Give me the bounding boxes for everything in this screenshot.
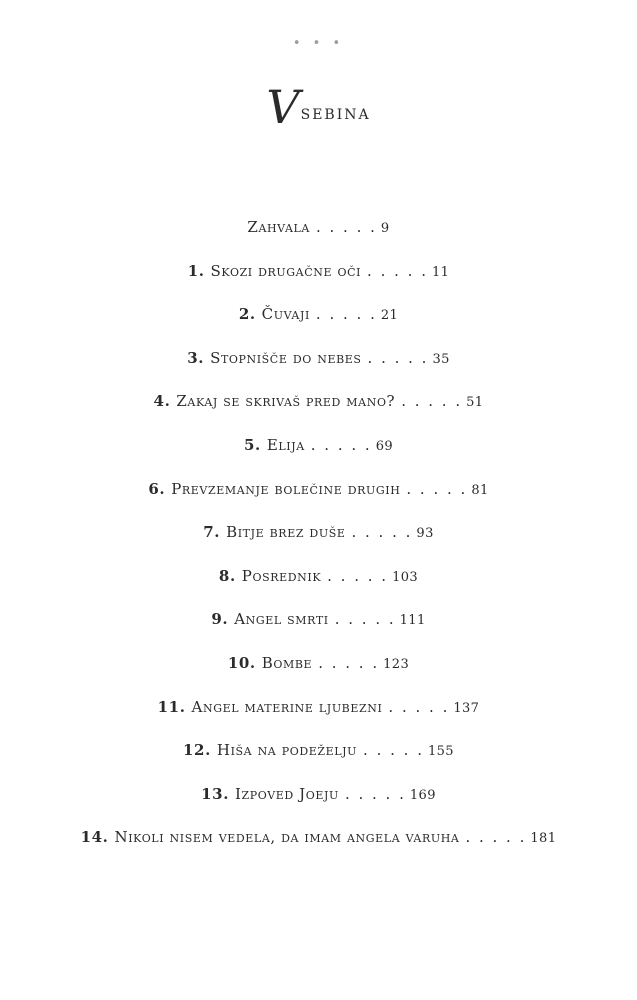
toc-entry-title: Čuvaji: [261, 305, 310, 324]
toc-entry-number: 7.: [203, 523, 221, 542]
toc-entry-leader: . . . . .: [318, 653, 380, 672]
toc-entry-number: 8.: [218, 566, 236, 585]
toc-entry-leader: . . . . .: [465, 828, 527, 847]
toc-entry-number: 3.: [187, 348, 205, 367]
toc-entry-number: 14.: [80, 828, 109, 847]
toc-entry-11[interactable]: [0, 692, 637, 736]
toc-entry-number: 6.: [148, 479, 166, 498]
toc-entry-page: 103: [392, 569, 419, 585]
toc-entry-page: 123: [383, 656, 410, 672]
toc-entry-title: Bombe: [261, 653, 313, 672]
toc-entry-7[interactable]: [0, 517, 637, 561]
toc-entry-leader: . . . . .: [388, 697, 450, 716]
title-initial: V: [266, 80, 300, 134]
toc-entry-3[interactable]: [0, 343, 637, 387]
toc-entry-page: 169: [409, 787, 436, 803]
toc-entry-page: 181: [530, 831, 557, 847]
toc-entry-leader: . . . . .: [315, 305, 377, 324]
toc-entry-title: Izpoved Joeju: [235, 784, 339, 803]
toc-entry-page: 111: [399, 613, 426, 629]
toc-entry-title: Zahvala: [247, 218, 310, 236]
toc-entry-title: Hiša na podeželju: [216, 741, 358, 760]
toc-entry-page: 81: [471, 482, 489, 498]
toc-entry-8[interactable]: [0, 561, 637, 605]
toc-entry-leader: . . . . .: [315, 218, 377, 236]
toc-entry-zahvala[interactable]: [0, 212, 637, 256]
toc-entry-page: 93: [416, 526, 434, 542]
page-title: [0, 80, 637, 134]
toc-entry-title: Angel smrti: [234, 610, 329, 629]
toc-entry-leader: . . . . .: [344, 784, 406, 803]
toc-entry-leader: . . . . .: [351, 523, 413, 542]
table-of-contents: [0, 212, 637, 866]
toc-entry-5[interactable]: [0, 430, 637, 474]
toc-entry-page: 9: [380, 221, 390, 236]
top-ornament: • • •: [292, 36, 345, 51]
toc-entry-page: 51: [466, 395, 484, 411]
toc-entry-14[interactable]: [0, 822, 637, 866]
toc-entry-leader: . . . . .: [367, 348, 429, 367]
toc-entry-title: Nikoli nisem vedela, da imam angela varuha: [114, 828, 460, 847]
toc-entry-page: 11: [431, 264, 450, 280]
toc-entry-12[interactable]: [0, 735, 637, 779]
toc-entry-page: 35: [432, 351, 450, 367]
toc-entry-number: 9.: [211, 610, 229, 629]
toc-entry-10[interactable]: [0, 648, 637, 692]
toc-entry-13[interactable]: [0, 779, 637, 823]
toc-entry-leader: . . . . .: [310, 435, 372, 454]
toc-entry-number: 5.: [243, 435, 261, 454]
toc-entry-number: 10.: [227, 653, 256, 672]
toc-entry-page: 21: [380, 308, 399, 324]
toc-entry-number: 13.: [201, 784, 230, 803]
toc-entry-page: 155: [427, 744, 454, 760]
toc-entry-leader: . . . . .: [406, 479, 468, 498]
toc-entry-page: 69: [375, 438, 394, 454]
toc-entry-title: Angel materine ljubezni: [191, 697, 383, 716]
toc-entry-title: Posrednik: [241, 566, 322, 585]
toc-entry-leader: . . . . .: [327, 566, 389, 585]
title-rest: sebina: [300, 100, 371, 124]
toc-entry-title: Zakaj se skrivaš pred mano?: [176, 392, 396, 411]
toc-entry-number: 12.: [183, 741, 211, 760]
toc-entry-6[interactable]: [0, 474, 637, 518]
toc-entry-4[interactable]: [0, 386, 637, 430]
toc-entry-number: 4.: [153, 392, 171, 411]
toc-entry-leader: . . . . .: [401, 392, 463, 411]
toc-entry-title: Prevzemanje bolečine drugih: [171, 479, 401, 498]
toc-entry-leader: . . . . .: [334, 610, 396, 629]
toc-entry-number: 2.: [238, 305, 256, 324]
toc-entry-2[interactable]: [0, 299, 637, 343]
toc-entry-title: Skozi drugačne oči: [210, 261, 362, 280]
toc-entry-1[interactable]: [0, 256, 637, 300]
toc-entry-title: Elija: [266, 435, 305, 454]
toc-entry-page: 137: [453, 700, 480, 716]
toc-entry-leader: . . . . .: [363, 741, 424, 760]
toc-entry-title: Bitje brez duše: [226, 523, 346, 542]
toc-entry-title: Stopnišče do nebes: [210, 348, 362, 367]
toc-entry-leader: . . . . .: [367, 261, 428, 280]
toc-entry-number: 1.: [187, 261, 205, 280]
toc-entry-number: 11.: [157, 697, 186, 716]
toc-entry-9[interactable]: [0, 604, 637, 648]
